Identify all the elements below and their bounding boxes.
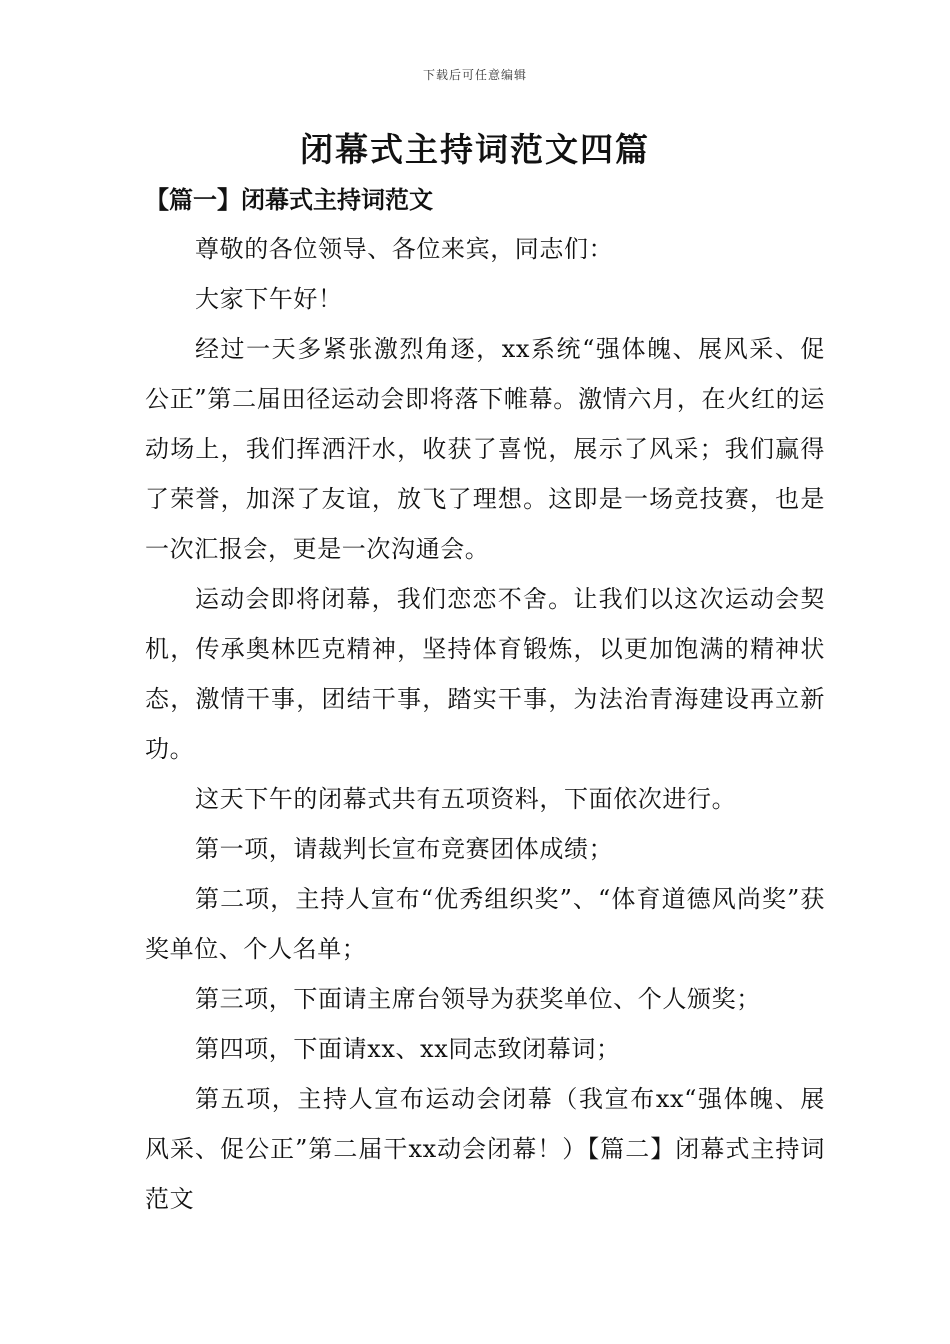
paragraph-greeting: 尊敬的各位领导、各位来宾，同志们： bbox=[195, 235, 614, 263]
paragraph-item-5: 第五项，主持人宣布运动会闭幕（我宣布xx“强体魄、展风采、促公正”第二届干xx动会闭幕！）【篇二】闭幕式主持词范文 bbox=[145, 1085, 825, 1213]
paragraph-item-3: 第三项，下面请主席台领导为获奖单位、个人颁奖； bbox=[195, 985, 761, 1013]
paragraph-intro: 经过一天多紧张激烈角逐，xx系统“强体魄、展风采、促公正”第二届田径运动会即将落下帷幕。激情六月，在火红的运动场上，我们挥洒汗水，收获了喜悦，展示了风采；我们赢得了荣誉，加深了友谊，放飞了理想。这即是一场竞技赛，也是一次汇报会，更是一次沟通会。 bbox=[145, 335, 825, 563]
paragraph-salutation: 大家下午好！ bbox=[195, 285, 343, 313]
header-note: 下载后可任意编辑 bbox=[422, 68, 527, 82]
paragraph-agenda-intro: 这天下午的闭幕式共有五项资料，下面依次进行。 bbox=[195, 785, 737, 813]
body-text bbox=[145, 224, 825, 1224]
document-title: 闭幕式主持词范文四篇 bbox=[300, 130, 650, 169]
paragraph-item-1: 第一项，请裁判长宣布竞赛团体成绩； bbox=[195, 835, 614, 863]
paragraph-item-2: 第二项，主持人宣布“优秀组织奖”、“体育道德风尚奖”获奖单位、个人名单； bbox=[145, 885, 825, 963]
paragraph-item-4: 第四项，下面请xx、xx同志致闭幕词； bbox=[195, 1035, 621, 1063]
section-heading: 【篇一】闭幕式主持词范文 bbox=[145, 185, 433, 214]
paragraph-closing-remarks: 运动会即将闭幕，我们恋恋不舍。让我们以这次运动会契机，传承奥林匹克精神，坚持体育锻炼，以更加饱满的精神状态，激情干事，团结干事，踏实干事，为法治青海建设再立新功。 bbox=[145, 585, 825, 763]
